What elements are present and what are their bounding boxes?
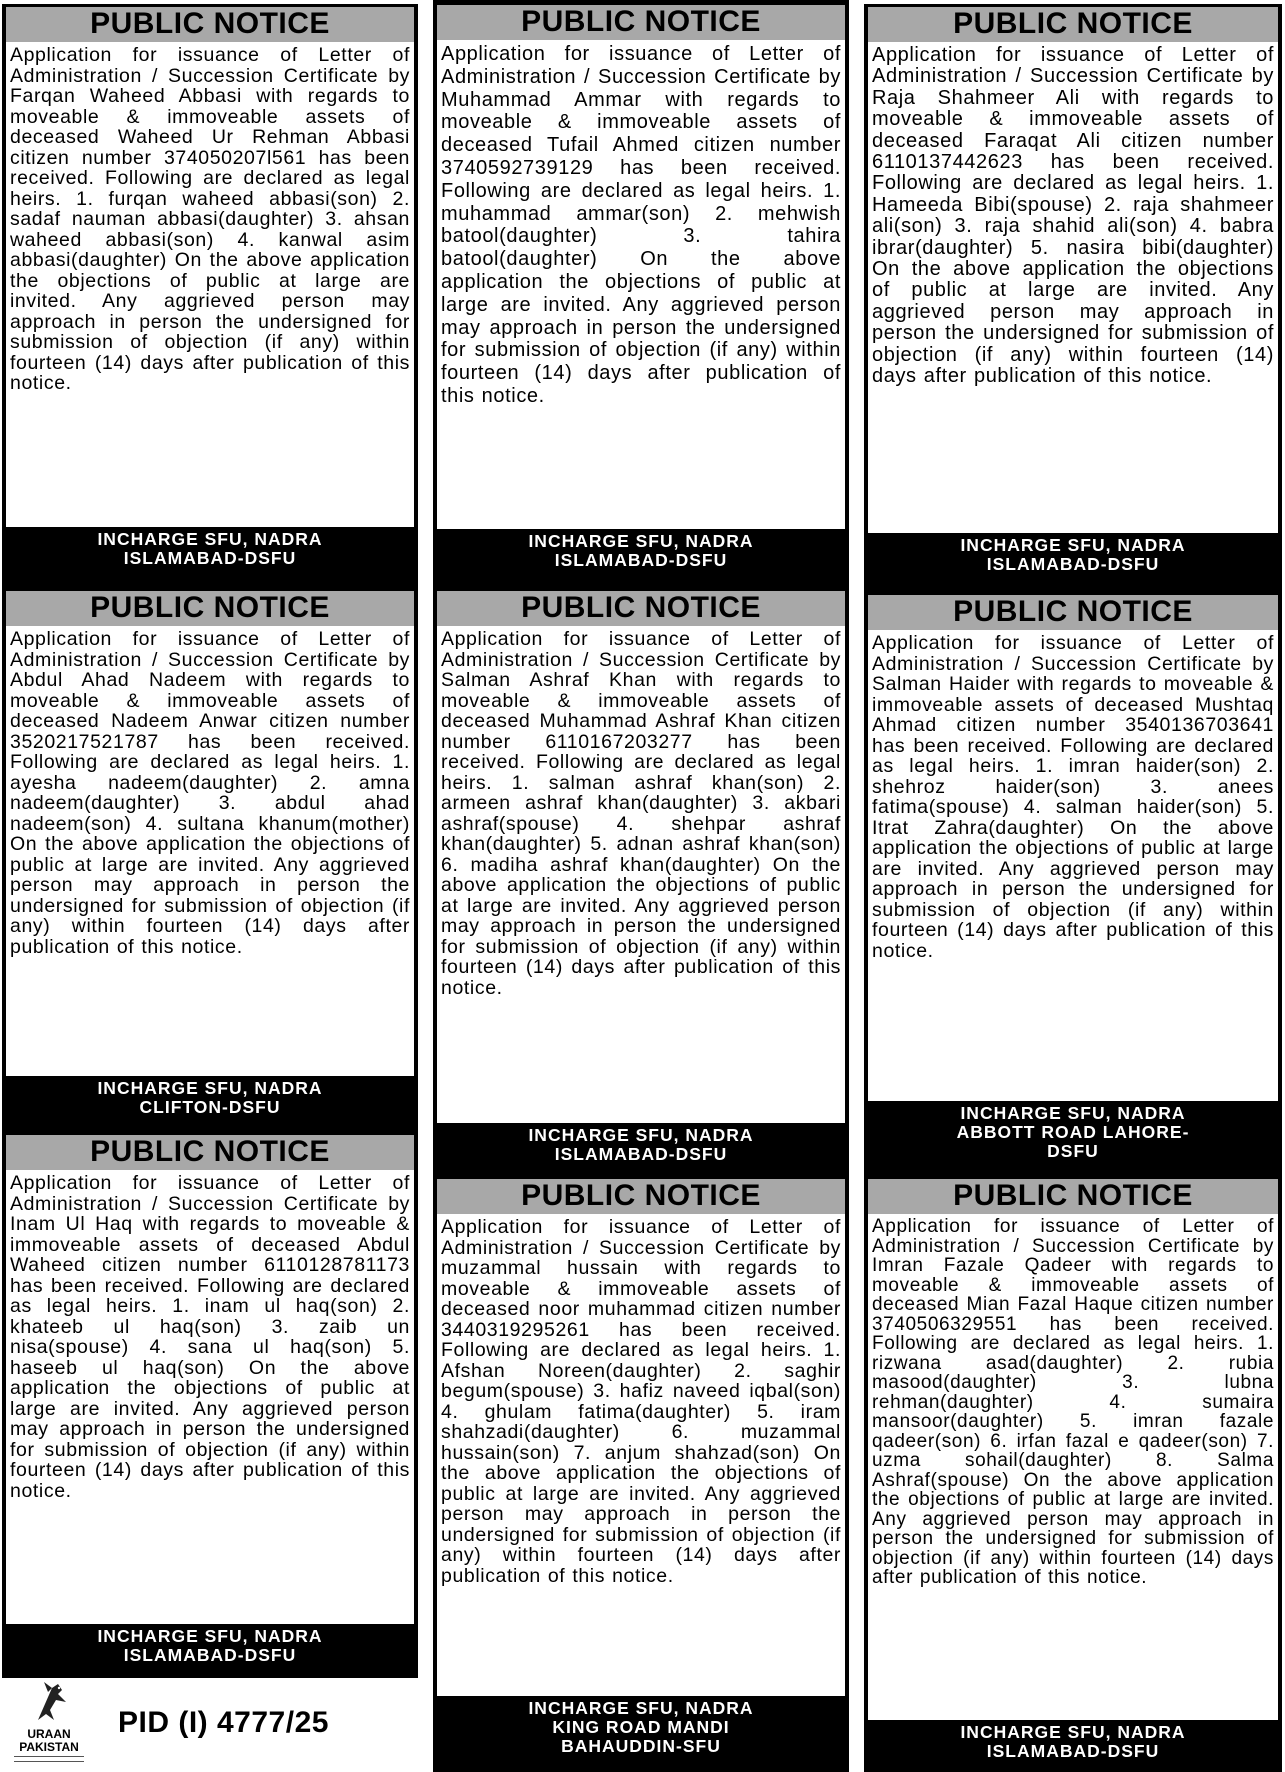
footer-line: ISLAMABAD-DSFU	[986, 1741, 1160, 1761]
public-notice-5	[433, 588, 849, 1178]
logo-subtext-rule	[14, 1756, 84, 1762]
public-notice-8	[433, 1176, 849, 1772]
public-notice-7	[2, 1132, 418, 1678]
notice-body: Application for issuance of Letter of Administration / Succession Certificate by Muhammad Ammar with regards to moveable & immoveable assets of deceased Tufail Ahmed citizen number 3740592739129 has been received. Following are declared as legal heirs. 1. muhammad ammar(son) 2. mehwish batool(daughter) 3. tahira batool(daughter) On the above application the objections of public at large are invited. Any aggrieved person may approach in person the undersigned for submission of objection (if any) within fourteen (14) days after publication of this notice.	[437, 40, 845, 529]
footer-line: INCHARGE SFU, NADRA	[97, 529, 323, 549]
footer-line: DSFU	[1047, 1141, 1099, 1161]
footer-line: INCHARGE SFU, NADRA	[960, 1722, 1186, 1742]
uraan-pakistan-logo	[8, 1680, 90, 1766]
notice-body: Application for issuance of Letter of Administration / Succession Certificate by Raja Shahmeer Ali with regards to moveable & immoveable assets of deceased Faraqat Ali citizen number 6110137442623 has been received. Following are declared as legal heirs. 1. Hameeda Bibi(spouse) 2. raja shahmeer ali(son) 3. raja shahid ali(son) 4. babra ibrar(daughter) 5. nasira bibi(daughter) On the above application the objections of public at large are invited. Any aggrieved person may approach in person the undersigned for submission of objection (if any) within fourteen (14) days after publication of this notice.	[868, 42, 1278, 533]
notice-body: Application for issuance of Letter of Administration / Succession Certificate by Salman Ashraf Khan with regards to moveable & immoveable assets of deceased Muhammad Ashraf Khan citizen number 6110167203277 has been received. Following are declared as legal heirs. 1. salman ashraf khan(son) 2. armeen ashraf khan(daughter) 3. akbari ashraf(spouse) 4. shehpar ashraf khan(daughter) 5. adnan ashraf khan(son) 6. madiha ashraf khan(daughter) On the above application the objections of public at large are invited. Any aggrieved person may approach in person the undersigned for submission of objection (if any) within fourteen (14) days after publication of this notice.	[437, 626, 845, 1123]
notice-heading: PUBLIC NOTICE	[437, 591, 845, 626]
footer-line: ABBOTT ROAD LAHORE-	[956, 1122, 1190, 1142]
notice-footer	[868, 1720, 1278, 1763]
falcon-icon	[8, 1680, 90, 1726]
notice-footer	[6, 1076, 414, 1119]
notice-body: Application for issuance of Letter of Administration / Succession Certificate by Salman Haider with regards to moveable & immoveable assets of deceased Mushtaq Ahmad citizen number 3540136703641 has been received. Following are declared as legal heirs. 1. imran haider(son) 2. shehroz haider(son) 3. anees fatima(spouse) 4. salman haider(son) 5. Itrat Zahra(daughter) On the above application the objections of public at large are invited. Any aggrieved person may approach in person the undersigned for submission of objection (if any) within fourteen (14) days after publication of this notice.	[868, 630, 1278, 1101]
footer-line: ISLAMABAD-DSFU	[986, 554, 1160, 574]
notice-body: Application for issuance of Letter of Administration / Succession Certificate by Abdul Ahad Nadeem with regards to moveable & immoveable assets of deceased Nadeem Anwar citizen number 3520217521787 has been received. Following are declared as legal heirs. 1. ayesha nadeem(daughter) 2. amna nadeem(daughter) 3. abdul ahad nadeem(son) 4. sultana khanum(mother) On the above application the objections of public at large are invited. Any aggrieved person may approach in person the undersigned for submission of objection (if any) within fourteen (14) days after publication of this notice.	[6, 626, 414, 1076]
notice-body: Application for issuance of Letter of Administration / Succession Certificate by Farqan Waheed Abbasi with regards to moveable & immoveable assets of deceased Waheed Ur Rehman Abbasi citizen number 374050207l561 has been received. Following are declared as legal heirs. 1. furqan waheed abbasi(son) 2. sadaf nauman abbasi(daughter) 3. ahsan waheed abbasi(son) 4. kanwal asim abbasi(daughter) On the above application the objections of public at large are invited. Any aggrieved person may approach in person the undersigned for submission of objection (if any) within fourteen (14) days after publication of this notice.	[6, 42, 414, 527]
footer-line: INCHARGE SFU, NADRA	[97, 1078, 323, 1098]
logo-line-1: URAAN	[27, 1727, 71, 1741]
notice-footer	[868, 533, 1278, 576]
notice-body: Application for issuance of Letter of Administration / Succession Certificate by Imran Fazale Qadeer with regards to moveable & immoveable assets of deceased Mian Fazal Haque citizen number 3740506329551 has been received. Following are declared as legal heirs. 1. rizwana asad(daughter) 2. rubia masood(daughter) 3. lubna rehman(daughter) 4. sumaira mansoor(daughter) 5. imran fazale qadeer(son) 6. irfan fazal e qadeer(son) 7. uzma sohail(daughter) 8. Salma Ashraf(spouse) On the above application the objections of public at large are invited. Any aggrieved person may approach in person the undersigned for submission of objection (if any) within fourteen (14) days after publication of this notice.	[868, 1214, 1278, 1720]
notice-footer	[437, 1123, 845, 1166]
logo-line-2: PAKISTAN	[19, 1740, 79, 1754]
footer-line: ISLAMABAD-DSFU	[123, 1645, 297, 1665]
public-notice-2	[433, 0, 849, 588]
pid-number: PID (I) 4777/25	[118, 1706, 329, 1739]
footer-line: INCHARGE SFU, NADRA	[960, 1103, 1186, 1123]
notice-body: Application for issuance of Letter of Administration / Succession Certificate by muzammal hussain with regards to moveable & immoveable assets of deceased noor muhammad citizen number 3440319295261 has been received. Following are declared as legal heirs. 1. Afshan Noreen(daughter) 2. saghir begum(spouse) 3. hafiz naveed iqbal(son) 4. ghulam fatima(daughter) 5. iram shahzadi(daughter) 6. muzammal hussain(son) 7. anjum shahzad(son) On the above application the objections of public at large are invited. Any aggrieved person may approach in person the undersigned for submission of objection (if any) within fourteen (14) days after publication of this notice.	[437, 1214, 845, 1696]
notice-heading: PUBLIC NOTICE	[6, 591, 414, 626]
notice-heading: PUBLIC NOTICE	[6, 1135, 414, 1170]
notice-footer	[6, 527, 414, 570]
footer-line: ISLAMABAD-DSFU	[554, 550, 728, 570]
footer-line: CLIFTON-DSFU	[139, 1097, 281, 1117]
public-notice-3	[864, 4, 1282, 592]
notice-heading: PUBLIC NOTICE	[6, 7, 414, 42]
footer-line: INCHARGE SFU, NADRA	[97, 1626, 323, 1646]
notice-heading: PUBLIC NOTICE	[437, 1179, 845, 1214]
footer-line: INCHARGE SFU, NADRA	[528, 1125, 754, 1145]
notice-footer	[6, 1624, 414, 1667]
notice-footer	[437, 529, 845, 572]
footer-line: ISLAMABAD-DSFU	[123, 548, 297, 568]
footer-line: INCHARGE SFU, NADRA	[528, 1698, 754, 1718]
notice-heading: PUBLIC NOTICE	[437, 5, 845, 40]
footer-line: KING ROAD MANDI	[552, 1717, 730, 1737]
notice-heading: PUBLIC NOTICE	[868, 1179, 1278, 1214]
public-notice-9	[864, 1176, 1282, 1772]
notice-footer	[868, 1101, 1278, 1163]
footer-line: INCHARGE SFU, NADRA	[960, 535, 1186, 555]
footer-line: INCHARGE SFU, NADRA	[528, 531, 754, 551]
notice-heading: PUBLIC NOTICE	[868, 595, 1278, 630]
public-notice-6	[864, 592, 1282, 1176]
notice-heading: PUBLIC NOTICE	[868, 7, 1278, 42]
footer-line: ISLAMABAD-DSFU	[554, 1144, 728, 1164]
notice-footer	[437, 1696, 845, 1758]
footer-line: BAHAUDDIN-SFU	[561, 1736, 721, 1756]
public-notice-1	[2, 4, 418, 588]
public-notice-4	[2, 588, 418, 1134]
notice-body: Application for issuance of Letter of Administration / Succession Certificate by Inam Ul Haq with regards to moveable & immoveable assets of deceased Abdul Waheed citizen number 6110128781173 has been received. Following are declared as legal heirs. 1. inam ul haq(son) 2. khateeb ul haq(son) 3. zaib un nisa(spouse) 4. sana ul haq(son) 5. haseeb ul haq(son) On the above application the objections of public at large are invited. Any aggrieved person may approach in person the undersigned for submission of objection (if any) within fourteen (14) days after publication of this notice.	[6, 1170, 414, 1624]
